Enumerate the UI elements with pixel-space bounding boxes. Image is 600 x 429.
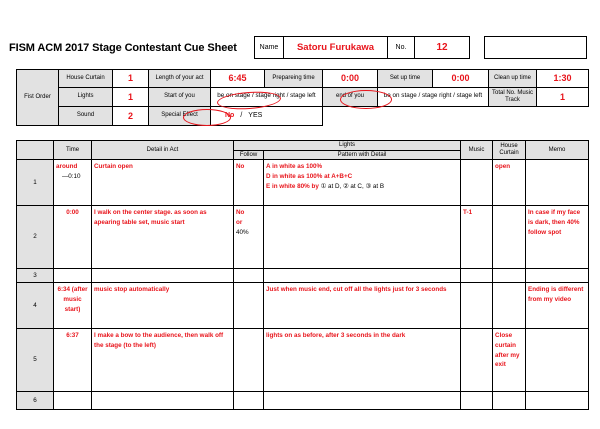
no-field[interactable]: 12 (414, 36, 470, 59)
cue-curtain[interactable] (493, 283, 525, 285)
cue-detail[interactable]: I make a bow to the audience, then walk off the stage (to the left) (94, 332, 224, 349)
cue-pattern[interactable]: Just when music end, cut off all the lights just for 3 seconds (266, 286, 447, 293)
cue-memo[interactable]: Ending is different from my video (528, 286, 584, 303)
col-house-curtain: House Curtain (499, 143, 519, 156)
house-curtain-label: House Curtain (66, 74, 105, 81)
end-options[interactable] (378, 88, 488, 105)
special-effect-yes[interactable]: YES (248, 111, 263, 119)
special-effect-selection-circle (183, 109, 231, 126)
house-curtain-value[interactable]: 1 (127, 73, 133, 83)
cue-time[interactable]: around (56, 163, 78, 170)
cue-table (16, 140, 589, 410)
total-music-value[interactable]: 1 (559, 91, 565, 102)
row-number: 2 (33, 233, 37, 241)
pattern-line: A in white as 100% (266, 163, 323, 170)
cue-detail[interactable]: I walk on the center stage. as soon as apearing table set, music start (94, 209, 207, 226)
row-number: 3 (33, 271, 37, 279)
cue-pattern[interactable] (264, 269, 460, 271)
table-row (17, 392, 589, 410)
table-row (17, 269, 589, 283)
total-music-label: Total No. Music Track (491, 90, 533, 103)
cue-music[interactable]: T-1 (463, 209, 473, 216)
sheet-title: FISM ACM 2017 Stage Contestant Cue Sheet (9, 42, 237, 54)
end-label: end of you (335, 93, 365, 100)
special-effect-label: Special Effect (161, 112, 198, 119)
cue-memo[interactable] (526, 160, 588, 162)
start-option-on-stage[interactable]: be on stage (217, 92, 251, 100)
sound-value[interactable]: 2 (127, 110, 133, 121)
cue-curtain[interactable] (493, 392, 525, 394)
preparing-value[interactable]: 0:00 (340, 73, 359, 83)
table-row (17, 329, 589, 392)
sound-label: Sound (76, 112, 95, 119)
follow-option: 40% (236, 228, 249, 236)
col-lights: Lights (339, 142, 356, 149)
cue-curtain[interactable]: Close curtain after my exit (495, 332, 520, 369)
end-option-stage-right-left[interactable]: / stage right / stage left (418, 92, 483, 100)
special-effect-no[interactable]: No (225, 111, 235, 119)
row-number: 4 (33, 301, 37, 309)
cue-time[interactable] (54, 392, 91, 394)
cue-music[interactable] (461, 283, 492, 285)
start-label: Start of you (164, 93, 195, 100)
cleanup-value[interactable]: 1:30 (553, 73, 572, 83)
cue-music[interactable] (461, 392, 492, 394)
cleanup-label: Clean up time (493, 74, 532, 81)
cue-memo[interactable] (526, 392, 588, 394)
pattern-line: D in white as 100% at A+B+C (266, 172, 353, 180)
special-effect-separator: / (240, 111, 243, 119)
cue-curtain[interactable] (493, 269, 525, 271)
cue-time[interactable]: 0:00 (66, 209, 79, 216)
table-row (17, 206, 589, 269)
preparing-label: Prepareing time (272, 74, 315, 81)
row-number: 6 (33, 396, 37, 404)
pattern-line-suffix: ① at D, ② at C, ③ at B (320, 182, 385, 190)
col-detail: Detail in Act (146, 146, 179, 153)
table-row (17, 160, 589, 206)
cue-pattern[interactable]: lights on as before, after 3 seconds in the dark (266, 332, 406, 339)
cue-follow[interactable]: No (236, 163, 245, 170)
cue-follow[interactable] (234, 329, 263, 331)
cue-memo[interactable] (526, 269, 588, 271)
name-field[interactable]: Satoru Furukawa (283, 36, 388, 59)
col-pattern: Pattern with Detail (337, 151, 387, 158)
cue-detail[interactable] (92, 392, 233, 394)
name-label: Name (254, 36, 284, 59)
cue-music[interactable] (461, 160, 492, 162)
follow-option: or (236, 218, 243, 226)
col-memo: Memo (548, 146, 566, 153)
cue-time[interactable]: 6:34 (after music start) (57, 286, 88, 313)
cue-detail[interactable]: music stop automatically (94, 286, 170, 293)
cue-memo[interactable] (526, 329, 588, 331)
cue-follow[interactable] (234, 269, 263, 271)
end-option-on-stage[interactable]: be on stage (383, 92, 417, 100)
cue-memo[interactable]: In case if my face is dark, then 40% follow spot (528, 209, 581, 236)
col-follow: Follow (239, 151, 258, 158)
table-row (17, 283, 589, 329)
cue-music[interactable] (461, 269, 492, 271)
length-label: Length of your act (155, 74, 204, 81)
row-number: 1 (33, 178, 37, 186)
start-option-stage-left[interactable]: stage left (290, 92, 316, 100)
length-value[interactable]: 6:45 (228, 73, 247, 83)
setup-label: Set up time (389, 74, 421, 81)
start-option-stage-right[interactable]: / stage right / (251, 92, 289, 100)
no-label: No. (387, 36, 415, 59)
summary-table (16, 69, 589, 126)
cue-time[interactable] (54, 269, 91, 271)
lights-label: Lights (77, 93, 94, 100)
lights-value[interactable]: 1 (127, 91, 133, 102)
end-selection-circle (340, 90, 392, 109)
follow-option: No (236, 209, 245, 216)
extra-field[interactable] (484, 36, 587, 59)
setup-value[interactable]: 0:00 (451, 73, 470, 83)
col-music: Music (468, 146, 485, 153)
cue-curtain[interactable]: open (495, 163, 511, 170)
cue-music[interactable] (461, 329, 492, 331)
col-time: Time (65, 146, 80, 153)
cue-detail[interactable] (92, 269, 233, 271)
first-order-label: Fist Order (24, 94, 51, 101)
row-number: 5 (33, 356, 37, 364)
cue-curtain[interactable] (493, 206, 525, 208)
cue-follow[interactable] (234, 283, 263, 285)
cue-pattern[interactable] (264, 160, 460, 191)
cue-time-offset[interactable]: —0:10 (62, 172, 81, 180)
cue-pattern[interactable] (264, 392, 460, 394)
cue-follow[interactable] (234, 392, 263, 394)
cue-pattern[interactable] (264, 206, 460, 208)
pattern-line: E in white 80% by (266, 182, 321, 190)
cue-follow[interactable] (234, 206, 263, 237)
cue-time[interactable]: 6:37 (66, 332, 79, 339)
cue-detail[interactable]: Curtain open (94, 163, 133, 170)
